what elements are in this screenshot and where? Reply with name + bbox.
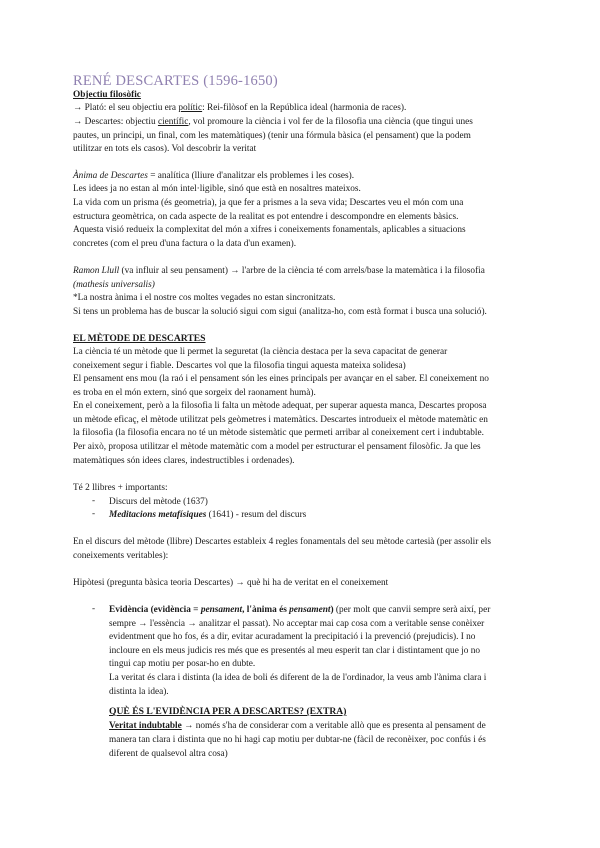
- discurs-line: coneixements veritables):: [73, 551, 169, 561]
- metode-line: la filosofia (la filosofia encara no té un mètode sistemàtic que permeti arribar al coneixement cert i indubtable.: [73, 428, 484, 438]
- plato-line: → Plató: el seu objectiu era polític: Rei-filòsof en la República ideal (harmonia de races).: [73, 103, 407, 113]
- discurs-line: En el discurs del mètode (llibre) Descartes estableix 4 regles fonamentals del seu mètode cartesià (per assolir els: [73, 537, 491, 547]
- metode-line: La ciència té un mètode que li permet la seguretat (la ciència destaca per la seva capacitat de generar: [73, 347, 448, 357]
- metode-line: coneixement segur i fiable. Descartes vol que la filosofia tingui aquesta mateixa solidesa): [73, 361, 406, 371]
- anima-line: La vida com un prisma (és geometria), ja que fer a prismes a la seva vida; Descartes veu el món com una: [73, 198, 464, 208]
- evidencia-line: tingui cap motiu per posar-ho en dubte.: [109, 659, 256, 669]
- metode-heading: EL MÈTODE DE DESCARTES: [73, 333, 206, 344]
- anima-line: Aquesta visió redueix la complexitat del món a xifres i coneixements fonamentals, aplicables a situacions: [73, 225, 466, 235]
- anima-definition: Ànima de Descartes = analítica (lliure d'analitzar els problemes i les coses).: [73, 171, 355, 181]
- hipotesi-line: Hipòtesi (pregunta bàsica teoria Descartes) → què hi ha de veritat en el coneixement: [73, 578, 389, 588]
- metode-line: En el coneixement, però a la filosofia li falta un mètode adequat, per superar aquesta manca, Descartes proposa: [73, 401, 487, 411]
- descartes-line: → Descartes: objectiu científic, vol promoure la ciència i vol fer de la filosofia una ciència (que tingui unes: [73, 117, 473, 127]
- list-bullet: -: [92, 509, 96, 519]
- metode-line: matemàtiques són idees clares, indestructibles i ordenades).: [73, 456, 295, 466]
- evidencia-line: evidentment que ho fos, és a dir, evitar acuradament la precipitació i la prevenció (prejudicis). I no: [109, 632, 476, 642]
- anima-line: concretes (com el preu d'una factura o la data d'un examen).: [73, 239, 297, 249]
- extra-line: manera tan clara i distinta que no hi hagi cap motiu per dubtar-ne (fàcil de reconèixer, poc confús i és: [109, 735, 486, 745]
- llibre-discurs: Discurs del mètode (1637): [109, 497, 208, 507]
- extra-line: Veritat indubtable → només s'ha de considerar com a veritable allò que es presenta al pensament de: [109, 721, 486, 731]
- mathesis-universalis: (mathesis universalis): [73, 280, 155, 290]
- anima-line: Les idees ja no estan al món intel·ligible, sinó que està en nosaltres mateixos.: [73, 184, 361, 194]
- extra-line: diferent de qualsevol altra cosa): [109, 749, 228, 759]
- llibre-meditacions: Meditacions metafísiques (1641) - resum del discurs: [109, 510, 307, 520]
- clara-line: La veritat és clara i distinta (la idea de boli és diferent de la de l'ordinador, la veus amb l'ànima clara i: [109, 673, 487, 683]
- page-title: RENÉ DESCARTES (1596-1650): [73, 73, 278, 89]
- llull-note: *La nostra ànima i el nostre cos moltes vegades no estan sincronitzats.: [73, 293, 336, 303]
- metode-line: es troba en el món extern, sinó que sorgeix del raonament humà).: [73, 388, 316, 398]
- descartes-line-3: utilitzar en tots els casos). Vol descobrir la veritat: [73, 144, 257, 154]
- metode-line: El pensament ens mou (la raó i el pensament són les eines principals per avançar en el saber. El coneixement no: [73, 374, 489, 384]
- llibres-intro: Té 2 llibres + importants:: [73, 483, 168, 493]
- metode-line: un mètode eficaç, el mètode utilitzat pels geòmetres i matemàtics. Descartes introdueix el mètode matemàtic en: [73, 415, 488, 425]
- llull-note: Si tens un problema has de buscar la solució sigui com sigui (analitza-ho, com està format i busca una solució).: [73, 307, 487, 317]
- anima-line: estructura geomètrica, on cada aspecte de la realitat es pot entendre i descompondre en elements bàsics.: [73, 212, 459, 222]
- llull-line: Ramon Llull (va influir al seu pensament) → l'arbre de la ciència té com arrels/base la matemàtica i la filosofia: [73, 266, 485, 276]
- list-bullet: -: [92, 496, 96, 506]
- evidencia-line: incloure en els meus judicis res més que es presentés al meu esperit tan clar i distintament que jo no: [109, 646, 480, 656]
- evidencia-line: sempre → l'essència → analitzar el passat). No acceptar mai cap cosa com a veritable sense conèixer: [109, 619, 485, 629]
- metode-line: Per això, proposa utilitzar el mètode matemàtic com a model per estructurar el pensament filosòfic. Ja que les: [73, 442, 481, 452]
- list-bullet: -: [92, 604, 96, 614]
- objectiu-heading: Objectiu filosòfic: [73, 90, 141, 100]
- descartes-line-2: pautes, un principi, un final, com les matemàtiques) (tenir una fórmula bàsica (el pensament) que la podem: [73, 131, 471, 141]
- extra-heading: QUÈ ÉS L'EVIDÈNCIA PER A DESCARTES? (EXTRA): [109, 706, 347, 717]
- evidencia-line: Evidència (evidència = pensament, l'ànima és pensament) (per molt que canvii sempre serà així, per: [109, 605, 491, 615]
- clara-line: distinta la idea).: [109, 687, 169, 697]
